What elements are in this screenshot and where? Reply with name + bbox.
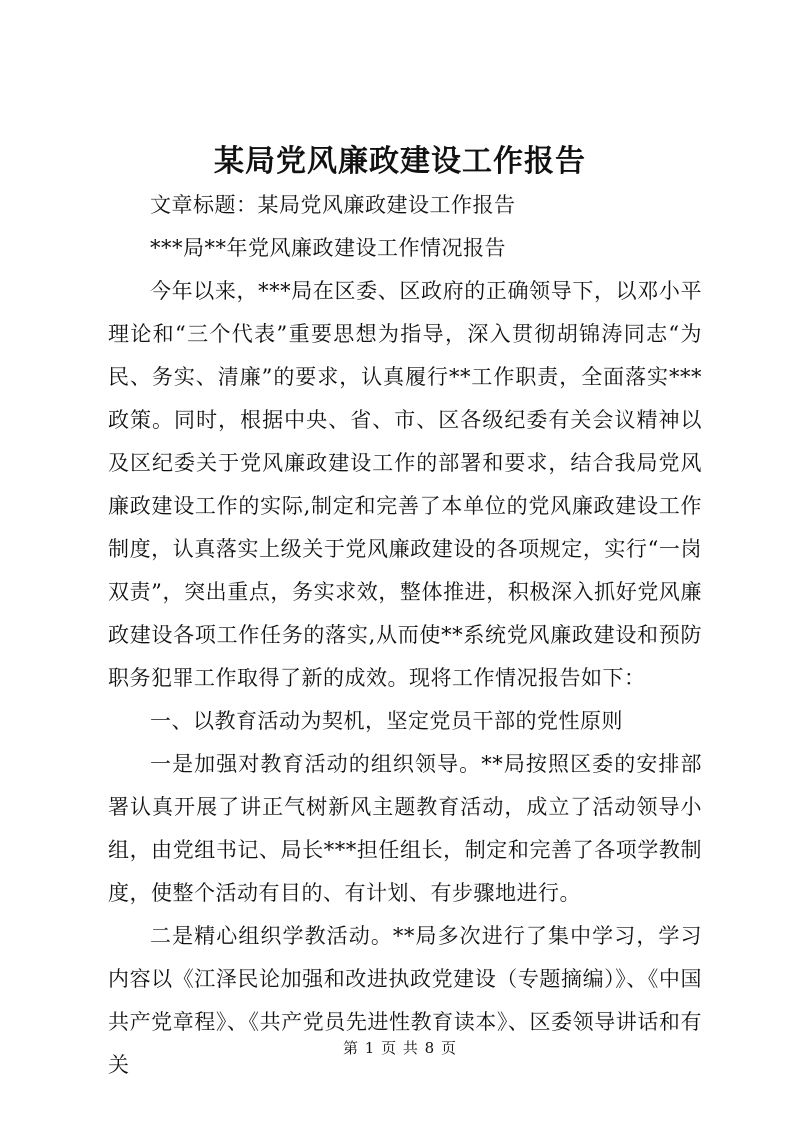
document-title: 某局党风廉政建设工作报告 <box>214 144 586 179</box>
page-footer: 第 1 页 共 8 页 <box>343 1039 457 1057</box>
paragraph-report-title: ***局**年党风廉政建设工作情况报告 <box>150 236 506 260</box>
paragraph-intro: 今年以来，***局在区委、区政府的正确领导下，以邓小平理论和“三个代表”重要思想为指导，深入贯彻胡锦涛同志“为民、务实、清廉”的要求，认真履行**工作职责，全面落实***政策。同时，根据中央、省、市、区各级纪委有关会议精神以及区纪委关于党风廉政建设工作的部署和要求，结合我局党风廉政建设工作的实际,制定和完善了本单位的党风廉政建设工作制度，认真落实上级关于党风廉政建设的各项规定，实行“一岗双责”，突出重点，务实求效，整体推进，积极深入抓好党风廉政建设各项工作任务的落实,从而使**系统党风廉政建设和预防职务犯罪工作取得了新的成效。现将工作情况报告如下： <box>108 279 702 690</box>
paragraph-point-1: 一是加强对教育活动的组织领导。**局按照区委的安排部署认真开展了讲正气树新风主题教育活动，成立了活动领导小组，由党组书记、局长***担任组长，制定和完善了各项学教制度，使整个活动有目的、有计划、有步骤地进行。 <box>108 752 702 905</box>
paragraph-article-title: 文章标题：某局党风廉政建设工作报告 <box>150 193 516 217</box>
document-body <box>108 184 702 1087</box>
section-heading-1: 一、以教育活动为契机，坚定党员干部的党性原则 <box>150 709 623 733</box>
paragraph-point-2: 二是精心组织学教活动。**局多次进行了集中学习，学习内容以《江泽民论加强和改进执政党建设（专题摘编）》、《中国共产党章程》、《共产党员先进性教育读本》、区委领导讲话和有关 <box>108 924 702 1077</box>
